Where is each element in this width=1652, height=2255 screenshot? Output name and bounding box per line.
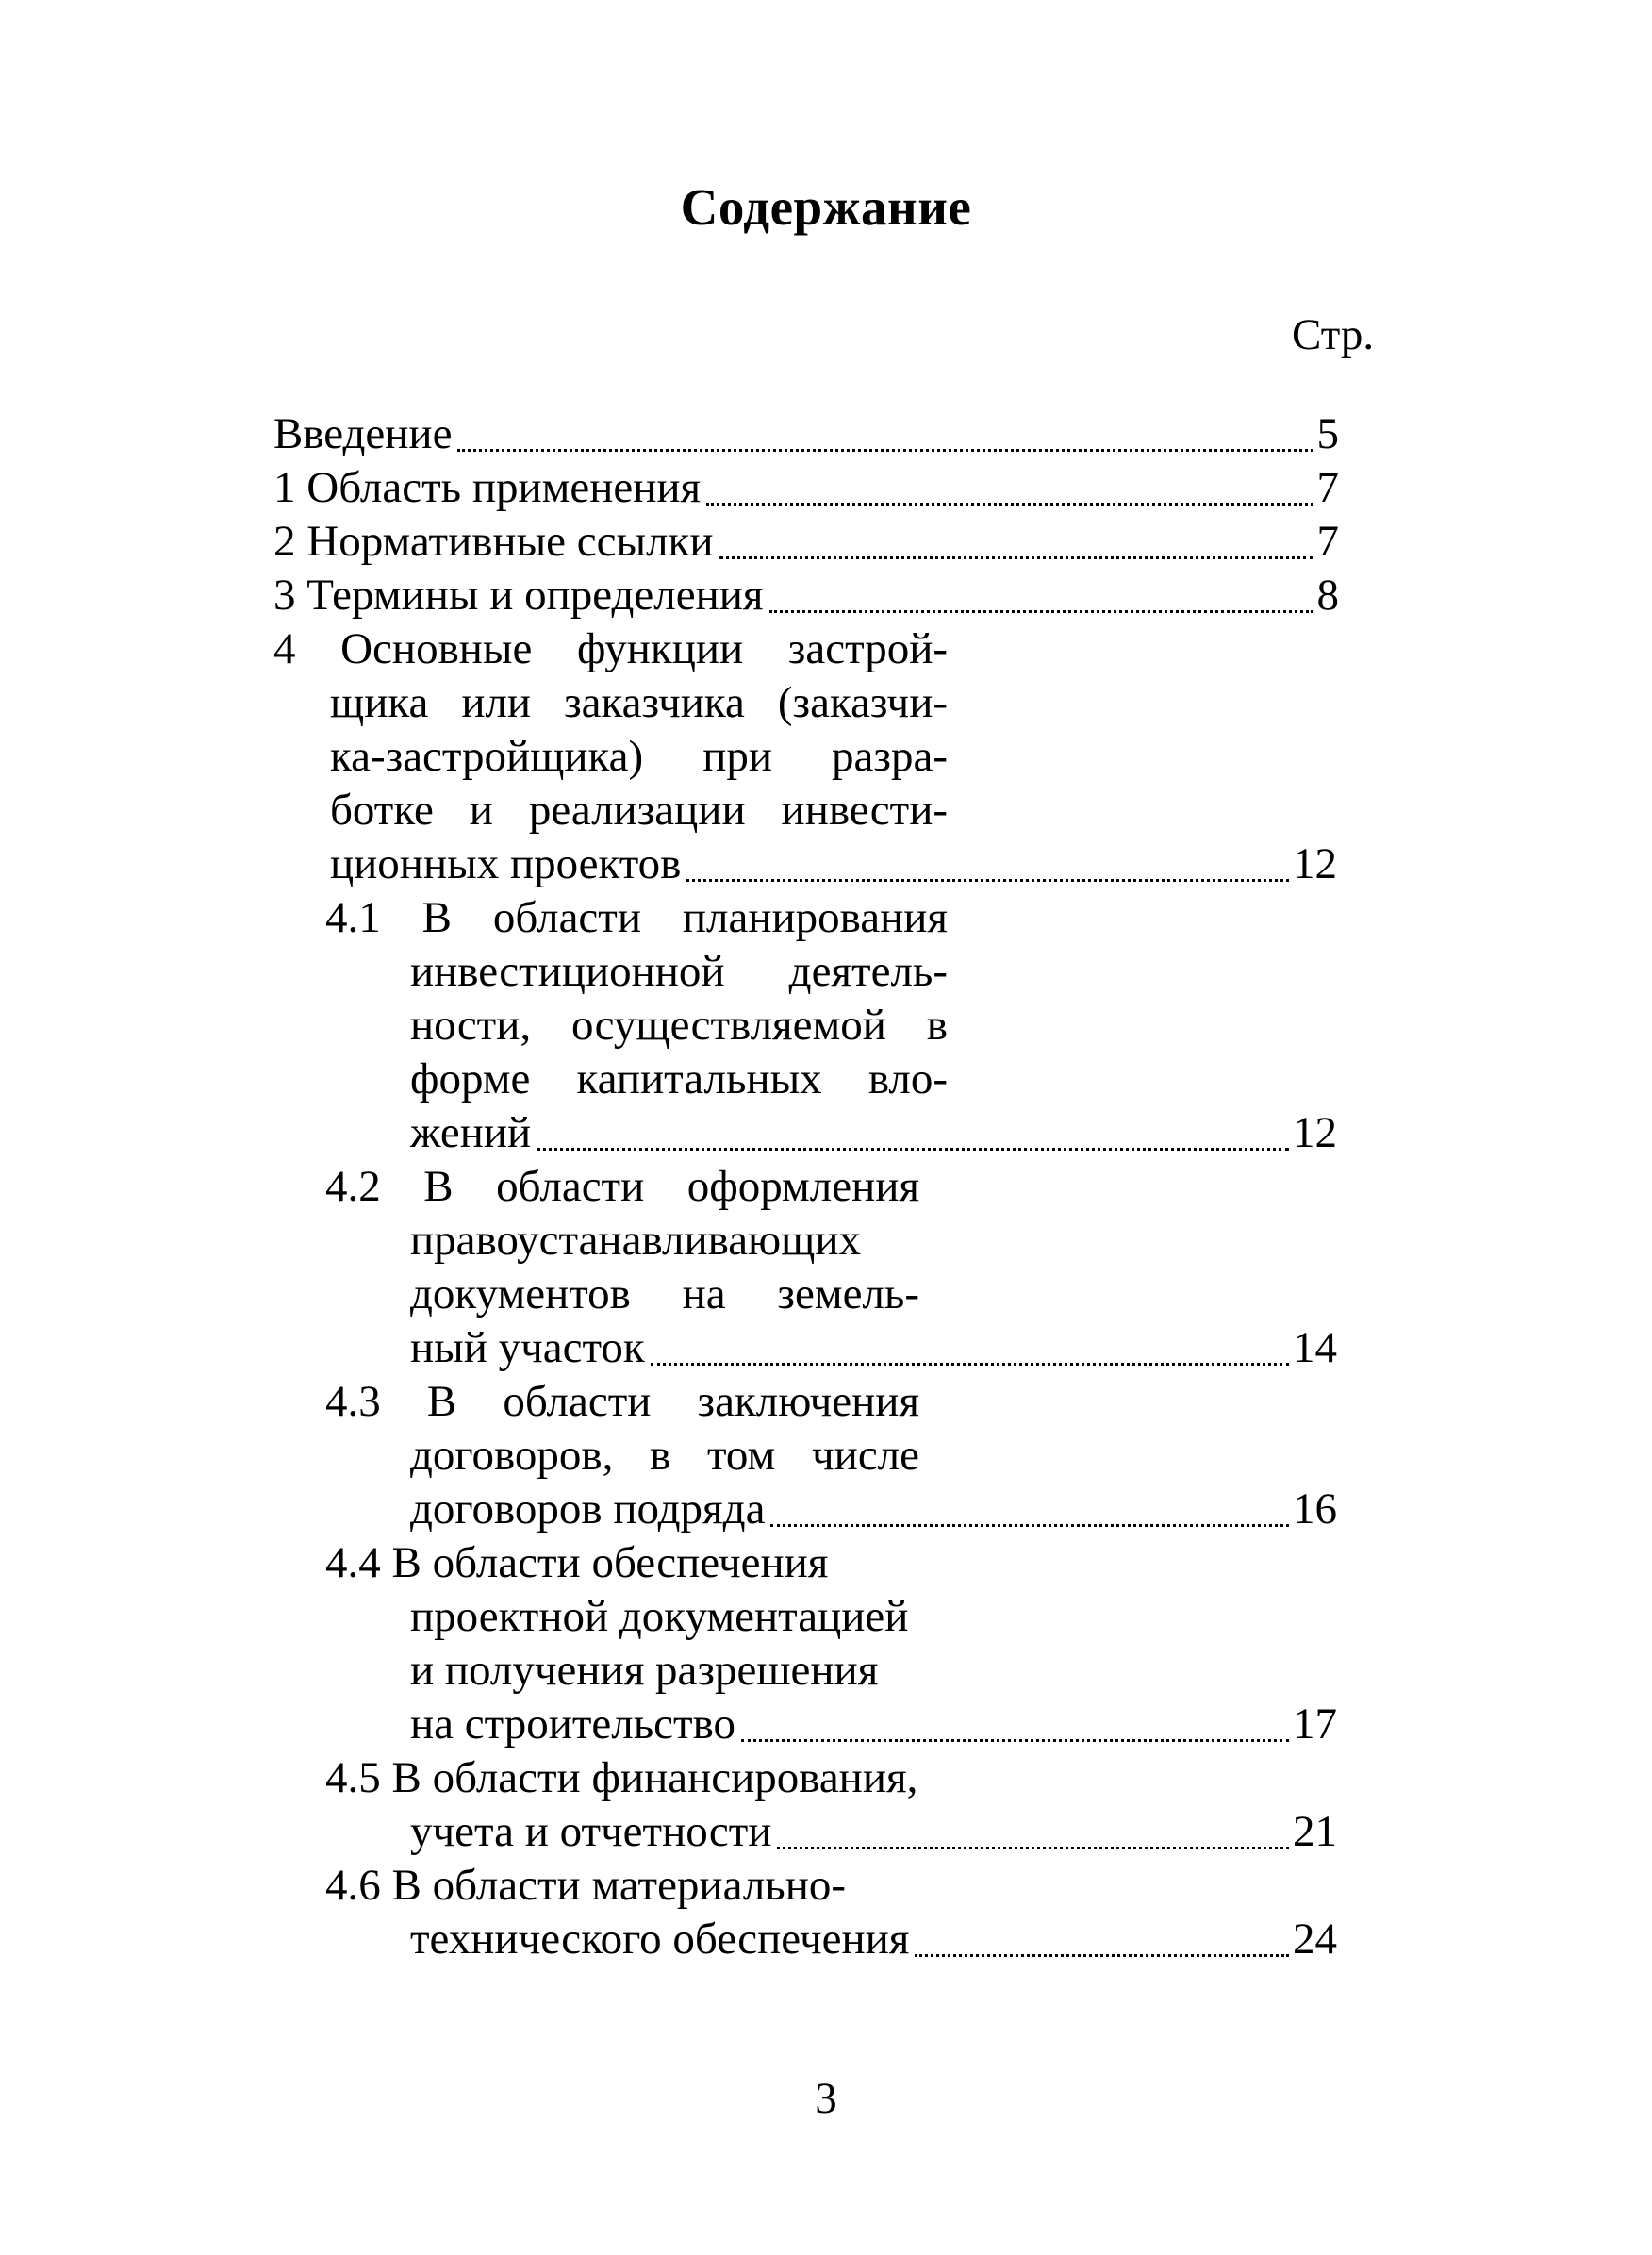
toc-entry-text: договоров подряда	[410, 1484, 766, 1534]
page-number: 3	[815, 2074, 837, 2123]
toc-entry-page: 24	[1293, 1915, 1337, 1964]
toc-entry-page: 8	[1316, 571, 1339, 620]
toc-entry-1[interactable]	[273, 461, 1339, 515]
toc-entry-last-line	[410, 1698, 1337, 1751]
toc-entry-page: 5	[1316, 409, 1339, 458]
toc-entry-text-line: 4.2 В области оформления	[325, 1162, 919, 1211]
toc-entry-3[interactable]	[273, 569, 1339, 622]
toc-entry-text-line: ботке и реализации инвести-	[330, 786, 948, 835]
toc-entry-page: 16	[1293, 1484, 1337, 1534]
toc-entry-last-line	[330, 837, 1337, 891]
toc-leader-dots	[741, 1738, 1289, 1742]
toc-entry-text: технического обеспечения	[410, 1915, 910, 1964]
toc-entry-page: 12	[1293, 839, 1337, 888]
toc-entry-text-line: 4.4 В области обеспечения	[325, 1538, 829, 1587]
toc-entry-text-line: документов на земель-	[410, 1269, 919, 1318]
toc-entry-text: ный участок	[410, 1323, 645, 1372]
toc-leader-dots	[706, 502, 1313, 506]
toc-leader-dots	[457, 448, 1313, 452]
toc-leader-dots	[915, 1953, 1289, 1957]
toc-leader-dots	[769, 609, 1313, 613]
toc-entry-text-line: 4.6 В области материально-	[325, 1861, 847, 1910]
toc-entry-introduction[interactable]	[273, 407, 1339, 461]
toc-entry-last-line	[410, 1321, 1337, 1375]
toc-entry-text-line: 4 Основные функции застрой-	[273, 624, 948, 673]
toc-entry-text: Введение	[273, 409, 453, 458]
toc-entry-text: 3 Термины и определения	[273, 571, 764, 620]
toc-entry-page: 17	[1293, 1700, 1337, 1749]
toc-entry-text: на строительство	[410, 1700, 735, 1749]
toc-entry-text: 2 Нормативные ссылки	[273, 517, 714, 566]
toc-entry-text-line: проектной документацией	[410, 1592, 909, 1641]
toc-leader-dots	[770, 1523, 1289, 1527]
toc-leader-dots	[651, 1362, 1289, 1366]
toc-entry-page: 7	[1316, 463, 1339, 512]
toc-entry-page: 21	[1293, 1807, 1337, 1856]
toc-entry-text-line: 4.3 В области заключения	[325, 1377, 919, 1426]
toc-leader-dots	[719, 555, 1313, 559]
toc-entry-text-line: форме капитальных вло-	[410, 1054, 948, 1103]
toc-leader-dots	[686, 878, 1289, 882]
toc-leader-dots	[777, 1846, 1289, 1849]
page-column-label: Стр.	[1292, 310, 1375, 359]
toc-entry-page: 14	[1293, 1323, 1337, 1372]
toc-entry-text-line: 4.5 В области финансирования,	[325, 1753, 918, 1802]
toc-entry-text-line: договоров, в том числе	[410, 1431, 919, 1480]
toc-entry-text-line: инвестиционной деятель-	[410, 947, 948, 996]
toc-entry-text-line: правоустанавливающих	[410, 1216, 862, 1265]
toc-entry-page: 7	[1316, 517, 1339, 566]
toc-entry-last-line	[410, 1483, 1337, 1536]
toc-entry-text-line: ка-застройщика) при разра-	[330, 732, 948, 781]
toc-entry-text: 1 Область применения	[273, 463, 702, 512]
toc-entry-text: ционных проектов	[330, 839, 682, 888]
toc-entry-text-line: щика или заказчика (заказчи-	[330, 678, 948, 727]
toc-leader-dots	[537, 1147, 1289, 1151]
toc-entry-text-line: ности, осуществляемой в	[410, 1001, 948, 1050]
toc-entry-text: учета и отчетности	[410, 1807, 772, 1856]
toc-entry-last-line	[410, 1805, 1337, 1859]
toc-entry-page: 12	[1293, 1108, 1337, 1157]
toc-entry-last-line	[410, 1913, 1337, 1966]
toc-entry-text-line: 4.1 В области планирования	[325, 893, 948, 942]
toc-entry-text-line: и получения разрешения	[410, 1646, 879, 1695]
toc-entry-2[interactable]	[273, 515, 1339, 569]
toc-entry-last-line	[410, 1106, 1337, 1160]
toc-entry-text: жений	[410, 1108, 532, 1157]
page-title: Содержание	[680, 178, 972, 236]
